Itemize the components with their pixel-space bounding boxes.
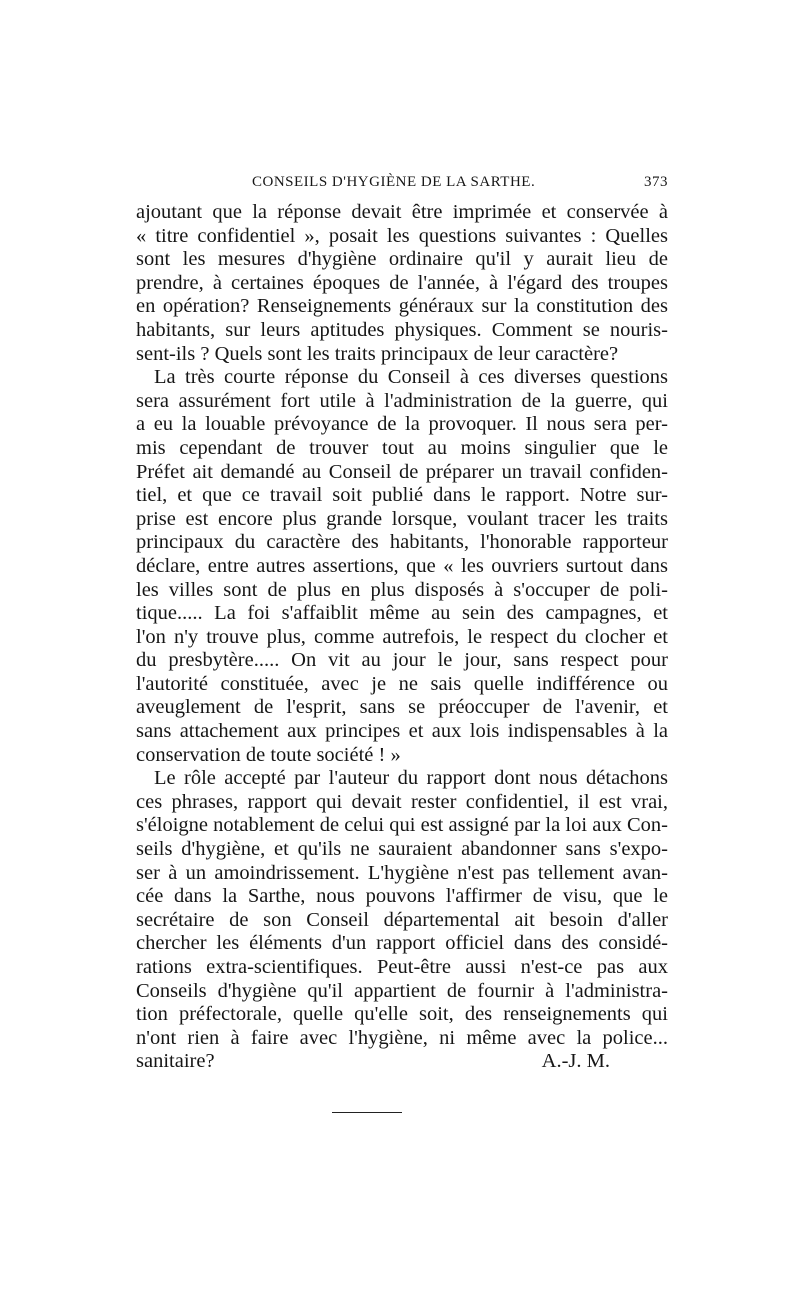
- text-line: chercher les éléments d'un rapport officiel dans des considé-: [136, 932, 668, 955]
- text-line: habitants, sur leurs aptitudes physiques. Comment se nouris-: [136, 318, 668, 341]
- text-line: « titre confidentiel », posait les questions suivantes : Quelles: [136, 224, 668, 247]
- text-line: sera assurément fort utile à l'administration de la guerre, qui: [136, 389, 668, 412]
- text-line: Le rôle accepté par l'auteur du rapport dont nous détachons: [154, 767, 668, 790]
- text-line: les villes sont de plus en plus disposés à s'occuper de poli-: [136, 578, 668, 601]
- text-line: aveuglement de l'esprit, sans se préoccuper de l'avenir, et: [136, 696, 668, 719]
- text-line: sans attachement aux principes et aux lois indispensables à la: [136, 720, 668, 743]
- text-line: l'on n'y trouve plus, comme autrefois, le respect du clocher et: [136, 625, 668, 648]
- text-line: en opération? Renseignements généraux sur la constitution des: [136, 295, 668, 318]
- text-line: déclare, entre autres assertions, que « les ouvriers surtout dans: [136, 554, 668, 577]
- text-line: tiel, et que ce travail soit publié dans le rapport. Notre sur-: [136, 484, 668, 507]
- running-head: [136, 172, 668, 198]
- text-line: s'éloigne notablement de celui qui est assigné par la loi aux Con-: [136, 814, 668, 837]
- text-line: tion préfectorale, quelle qu'elle soit, des renseignements qui: [136, 1003, 668, 1026]
- text-line: cée dans la Sarthe, nous pouvons l'affirmer de visu, que le: [136, 885, 668, 908]
- text-line: Préfet ait demandé au Conseil de préparer un travail confiden-: [136, 460, 668, 483]
- signoff-line: [136, 1050, 668, 1074]
- text-line: conservation de toute société ! »: [136, 743, 401, 766]
- text-line: prise est encore plus grande lorsque, voulant tracer les traits: [136, 507, 668, 530]
- text-line: ces phrases, rapport qui devait rester confidentiel, il est vrai,: [136, 790, 668, 813]
- end-rule: [332, 1112, 402, 1113]
- text-line: ajoutant que la réponse devait être imprimée et conservée à: [136, 201, 668, 223]
- author-signature: A.-J. M.: [541, 1050, 610, 1073]
- text-line: principaux du caractère des habitants, l'honorable rapporteur: [136, 531, 668, 554]
- text-line: prendre, à certaines époques de l'année, à l'égard des troupes: [136, 271, 668, 294]
- page-number: 373: [644, 174, 668, 190]
- text-line: rations extra-scientifiques. Peut-être aussi n'est-ce pas aux: [136, 956, 668, 978]
- running-title: CONSEILS D'HYGIÈNE DE LA SARTHE.: [252, 174, 536, 190]
- text-line: seils d'hygiène, et qu'ils ne sauraient abandonner sans s'expo-: [136, 838, 668, 861]
- text-line: l'autorité constituée, avec je ne sais quelle indifférence ou: [136, 672, 668, 695]
- text-line: Conseils d'hygiène qu'il appartient de fournir à l'administra-: [136, 979, 668, 1002]
- closing-text: sanitaire?: [136, 1050, 215, 1073]
- text-line: tique..... La foi s'affaiblit même au sein des campagnes, et: [136, 602, 668, 625]
- text-line: La très courte réponse du Conseil à ces diverses questions: [154, 366, 668, 389]
- text-line: n'ont rien à faire avec l'hygiène, ni même avec la police...: [136, 1026, 668, 1049]
- body-text: [136, 201, 668, 1074]
- text-line: ser à un amoindrissement. L'hygiène n'est pas tellement avan-: [136, 861, 668, 884]
- text-line: mis cependant de trouver tout au moins singulier que le: [136, 436, 668, 459]
- text-line: sent-ils ? Quels sont les traits principaux de leur caractère?: [136, 342, 619, 365]
- text-line: du presbytère..... On vit au jour le jour, sans respect pour: [136, 649, 668, 672]
- text-line: secrétaire de son Conseil départemental ait besoin d'aller: [136, 908, 668, 931]
- book-page: [136, 172, 668, 1113]
- text-line: sont les mesures d'hygiène ordinaire qu'il y aurait lieu de: [136, 248, 668, 271]
- text-line: a eu la louable prévoyance de la provoquer. Il nous sera per-: [136, 413, 668, 436]
